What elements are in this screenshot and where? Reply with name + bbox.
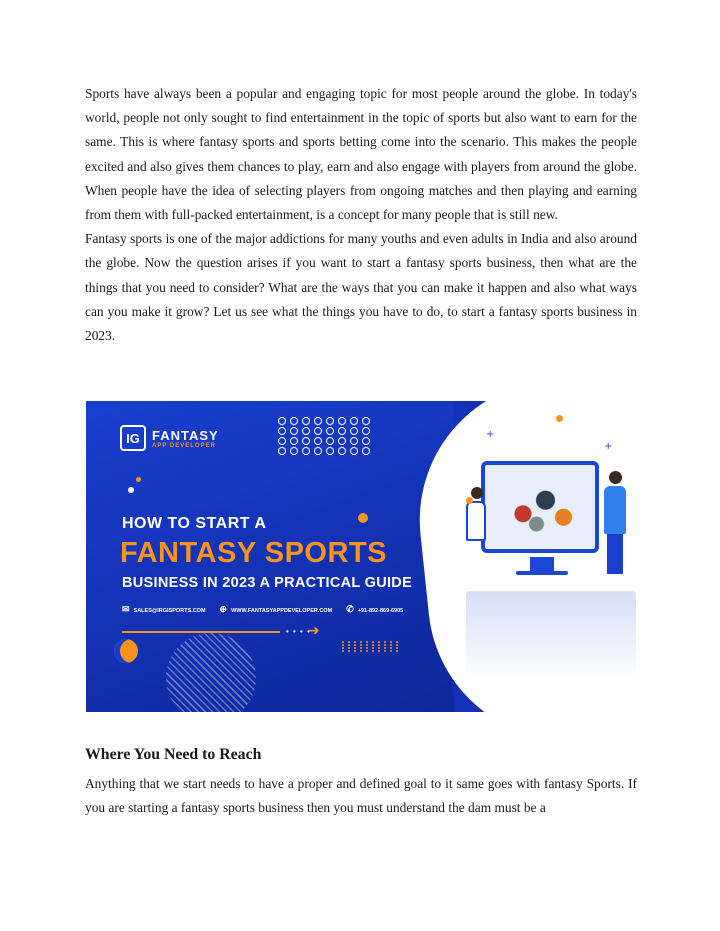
decorative-ring	[302, 417, 310, 425]
decorative-ring	[362, 427, 370, 435]
decorative-ring	[350, 417, 358, 425]
decorative-dot	[360, 644, 362, 646]
decorative-dot	[390, 641, 392, 643]
decorative-orange-dot	[466, 497, 473, 504]
intro-paragraph-2: Fantasy sports is one of the major addictions for many youths and even adults in India and also around the globe. Now the question arises if you want to start a fantasy sports business, then what are the things that you need to consider? What are the ways that you can make it happen and also what ways can you make it grow? Let us see what the things you have to do, to start a fantasy sports business in 2023.	[85, 231, 637, 344]
decorative-dot	[348, 650, 350, 652]
decorative-dot	[384, 650, 386, 652]
decorative-ring	[278, 417, 286, 425]
decorative-dot	[366, 647, 368, 649]
plus-icon: +	[604, 441, 613, 452]
decorative-dot	[354, 650, 356, 652]
decorative-dot	[390, 647, 392, 649]
intro-text	[85, 82, 637, 348]
decorative-dot	[354, 644, 356, 646]
decorative-dot	[372, 641, 374, 643]
decorative-dot	[372, 650, 374, 652]
decorative-ring	[326, 437, 334, 445]
logo-subtitle: APP DEVELOPER	[152, 442, 216, 449]
section-paragraph: Anything that we start needs to have a proper and defined goal to it same goes with fantasy Sports. If you are starting a fantasy sports business then you must understand the dam must be a	[85, 776, 637, 816]
decorative-ring	[350, 437, 358, 445]
section-text	[85, 772, 637, 820]
monitor-base	[516, 571, 568, 575]
decorative-ring-grid	[278, 417, 372, 455]
decorative-ring	[338, 417, 346, 425]
decorative-ring	[290, 417, 298, 425]
banner-headline-big: FANTASY SPORTS	[120, 537, 387, 569]
decorative-ring	[326, 417, 334, 425]
decorative-dots: • • • •	[286, 627, 311, 636]
decorative-ring	[362, 447, 370, 455]
company-logo	[120, 425, 219, 451]
banner-contacts	[122, 604, 403, 615]
decorative-dot	[378, 647, 380, 649]
decorative-dot	[396, 647, 398, 649]
section-heading: Where You Need to Reach	[85, 746, 262, 763]
decorative-underline	[122, 631, 280, 633]
decorative-dot	[396, 641, 398, 643]
decorative-dot	[372, 647, 374, 649]
monitor-stand	[530, 557, 554, 571]
decorative-ring	[290, 437, 298, 445]
banner-headline-small: HOW TO START A	[122, 515, 267, 532]
decorative-ring	[362, 437, 370, 445]
banner-headline-sub: BUSINESS IN 2023 A PRACTICAL GUIDE	[122, 575, 413, 591]
decorative-ring	[290, 447, 298, 455]
decorative-dot	[396, 644, 398, 646]
decorative-dot	[378, 650, 380, 652]
decorative-dot	[384, 647, 386, 649]
decorative-orange-dot	[136, 477, 141, 482]
decorative-dot	[390, 644, 392, 646]
decorative-dot	[366, 644, 368, 646]
decorative-ring	[278, 447, 286, 455]
contact-phone: +91-892-869-6905	[357, 608, 404, 614]
decorative-ring	[302, 437, 310, 445]
decorative-dot	[354, 647, 356, 649]
article-banner-image	[86, 401, 637, 712]
decorative-dot	[348, 647, 350, 649]
decorative-ring	[314, 437, 322, 445]
decorative-ring	[302, 447, 310, 455]
decorative-dot	[366, 641, 368, 643]
globe-icon: ⊕	[219, 604, 228, 614]
decorative-ring	[302, 427, 310, 435]
decorative-dot	[390, 650, 392, 652]
decorative-ring	[338, 437, 346, 445]
decorative-ring	[362, 417, 370, 425]
decorative-dot	[378, 644, 380, 646]
decorative-white-dot	[128, 487, 134, 493]
contact-email: SALES@IRGISPORTS.COM	[133, 608, 206, 614]
logo-title: FANTASY	[152, 427, 219, 443]
decorative-ring	[326, 427, 334, 435]
decorative-ring	[314, 427, 322, 435]
decorative-dot	[342, 641, 344, 643]
decorative-dot	[342, 644, 344, 646]
decorative-dot	[342, 647, 344, 649]
decorative-dot-grid	[342, 641, 401, 652]
decorative-ring	[350, 427, 358, 435]
arrow-right-icon: ➜	[308, 623, 320, 639]
decorative-ring	[278, 437, 286, 445]
decorative-dot	[348, 641, 350, 643]
decorative-ring	[290, 427, 298, 435]
decorative-dot	[360, 650, 362, 652]
intro-paragraph-1: Sports have always been a popular and engaging topic for most people around the globe. In today's world, people not only sought to find entertainment in the topic of sports but also want to earn for the same. This is where fantasy sports and sports betting come into the scenario. This makes the people excited and also gives them chances to play, earn and also engage with players from around the globe. When people have the idea of selecting players from ongoing matches and then playing and earning from them with full-packed entertainment, is a concept for many people that is still new.	[85, 86, 637, 223]
decorative-ring	[338, 427, 346, 435]
logo-mark-icon: IG	[120, 425, 146, 451]
decorative-ring	[314, 417, 322, 425]
plus-icon: +	[486, 429, 495, 440]
decorative-dot	[354, 641, 356, 643]
phone-icon: ✆	[346, 604, 354, 614]
contact-website: WWW.FANTASYAPPDEVELOPER.COM	[231, 608, 333, 614]
decorative-dot	[384, 644, 386, 646]
decorative-ring	[326, 447, 334, 455]
person-illustration-right	[602, 471, 628, 581]
decorative-dot	[360, 647, 362, 649]
illustration-reflection	[466, 591, 636, 681]
decorative-dot	[384, 641, 386, 643]
players-illustration	[496, 473, 586, 541]
decorative-dot	[366, 650, 368, 652]
mail-icon: ✉	[122, 604, 130, 614]
decorative-ring	[314, 447, 322, 455]
decorative-dot	[396, 650, 398, 652]
decorative-orange-dot	[556, 415, 563, 422]
decorative-dot	[378, 641, 380, 643]
decorative-orange-circle	[358, 513, 368, 523]
decorative-half-circle	[114, 639, 138, 663]
decorative-dot	[372, 644, 374, 646]
decorative-dot	[360, 641, 362, 643]
decorative-dot	[348, 644, 350, 646]
decorative-ring	[278, 427, 286, 435]
decorative-ring	[338, 447, 346, 455]
decorative-dot	[342, 650, 344, 652]
decorative-ring	[350, 447, 358, 455]
